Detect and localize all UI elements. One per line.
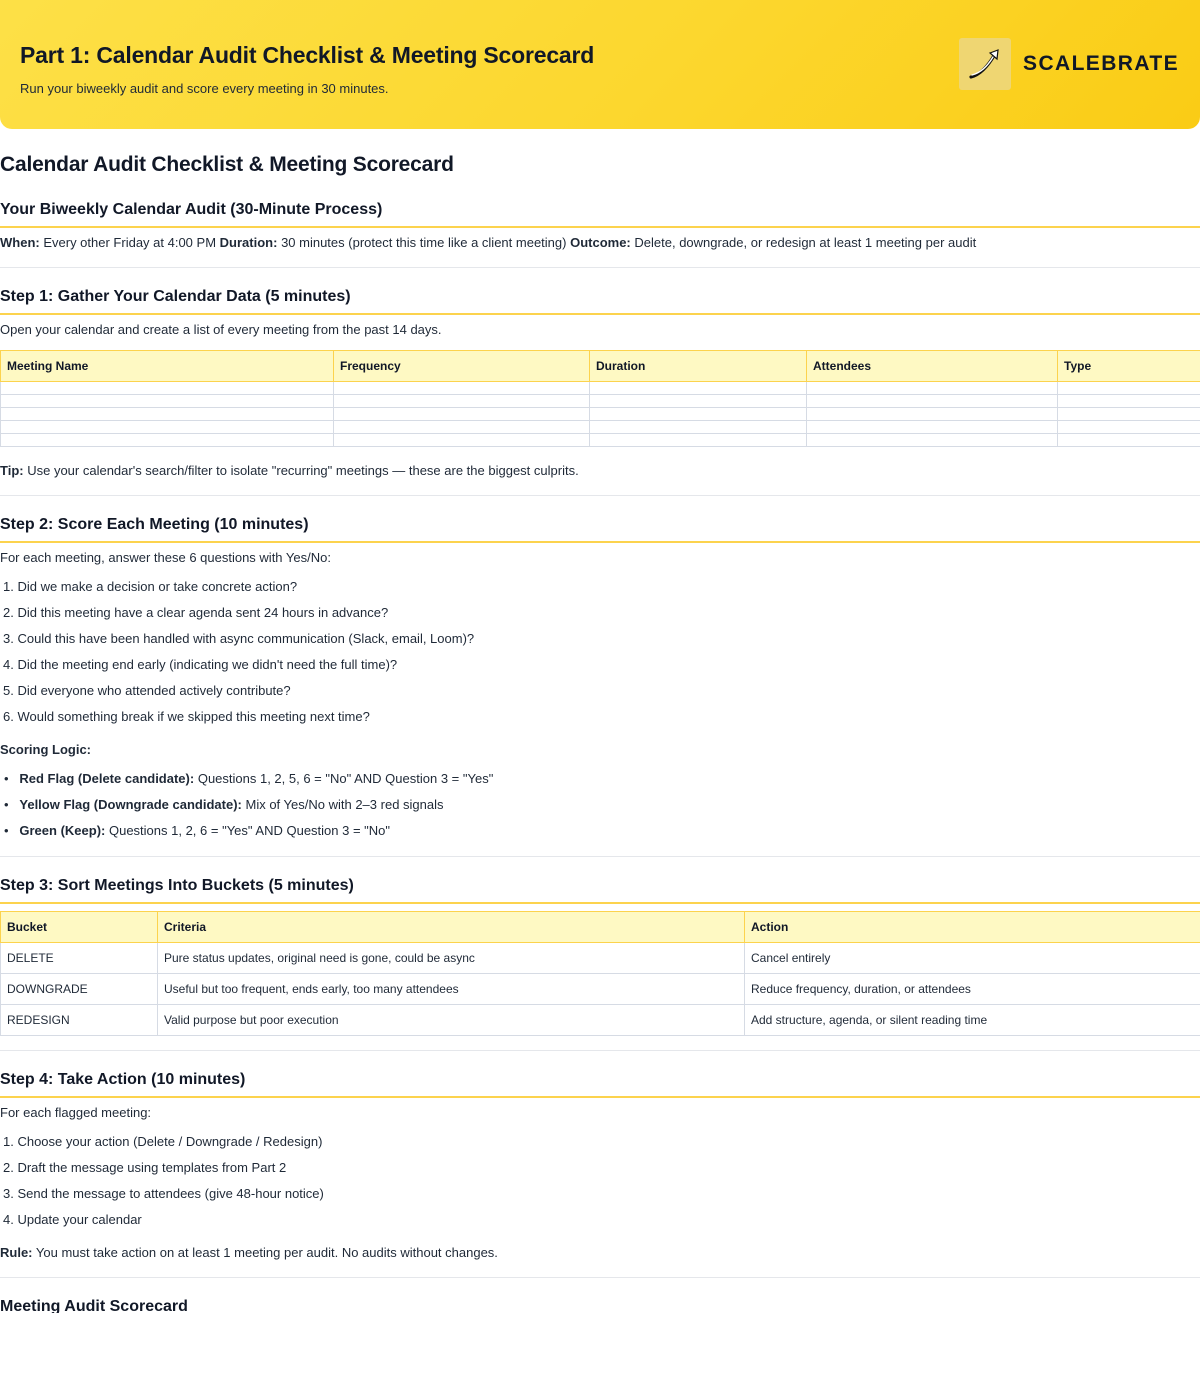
table-cell[interactable] bbox=[1, 421, 334, 434]
list-item: 2. Draft the message using templates from Part 2 bbox=[3, 1160, 287, 1175]
header-subtitle: Run your biweekly audit and score every meeting in 30 minutes. bbox=[20, 81, 389, 96]
table-row bbox=[1, 943, 1200, 974]
divider bbox=[0, 495, 1200, 496]
step3-heading: Step 3: Sort Meetings Into Buckets (5 minutes) bbox=[0, 877, 1200, 904]
question-list bbox=[3, 574, 1200, 730]
bucket-table-wrap bbox=[0, 911, 1200, 1036]
list-item: 5. Did everyone who attended actively contribute? bbox=[3, 683, 291, 698]
table-cell[interactable] bbox=[1, 434, 334, 447]
divider bbox=[0, 1277, 1200, 1278]
table-cell[interactable] bbox=[590, 382, 807, 395]
scoring-label bbox=[0, 742, 1200, 757]
list-item: 4. Update your calendar bbox=[3, 1212, 142, 1227]
flag-label: Green (Keep): bbox=[19, 823, 106, 838]
list-item: • Green (Keep): Questions 1, 2, 6 = "Yes" AND Question 3 = "No" bbox=[4, 823, 391, 838]
table-cell[interactable] bbox=[1058, 421, 1200, 434]
outcome-value: Delete, downgrade, or redesign at least 1 meeting per audit bbox=[634, 235, 977, 250]
tip-label: Tip: bbox=[0, 463, 24, 478]
rising-arrow-icon bbox=[959, 38, 1011, 90]
action-list bbox=[3, 1129, 1200, 1233]
table-cell: Cancel entirely bbox=[745, 943, 1200, 974]
step4-heading: Step 4: Take Action (10 minutes) bbox=[0, 1071, 1200, 1098]
flag-list bbox=[4, 766, 1200, 844]
step1-heading: Step 1: Gather Your Calendar Data (5 minutes) bbox=[0, 288, 1200, 315]
column-header: Action bbox=[745, 912, 1200, 943]
header-title: Part 1: Calendar Audit Checklist & Meeting Scorecard bbox=[20, 42, 595, 68]
table-cell: DOWNGRADE bbox=[1, 974, 158, 1005]
table-row bbox=[1, 408, 1200, 421]
step2-intro: For each meeting, answer these 6 questions with Yes/No: bbox=[0, 550, 331, 565]
document-title: Calendar Audit Checklist & Meeting Scorecard bbox=[0, 153, 454, 176]
table-row bbox=[1, 1005, 1200, 1036]
table-cell[interactable] bbox=[334, 408, 590, 421]
column-header: Bucket bbox=[1, 912, 158, 943]
table-cell[interactable] bbox=[334, 382, 590, 395]
table-row bbox=[1, 974, 1200, 1005]
table-row bbox=[1, 434, 1200, 447]
column-header: Type bbox=[1058, 351, 1200, 382]
table-header-row bbox=[1, 912, 1200, 943]
table-cell[interactable] bbox=[334, 395, 590, 408]
flag-label: Red Flag (Delete candidate): bbox=[19, 771, 195, 786]
column-header: Criteria bbox=[158, 912, 745, 943]
brand-name: SCALEBRATE bbox=[1023, 52, 1179, 75]
table-cell[interactable] bbox=[1, 382, 334, 395]
page-header bbox=[0, 0, 1200, 129]
step1-tip bbox=[0, 463, 1200, 478]
step2-heading: Step 2: Score Each Meeting (10 minutes) bbox=[0, 516, 1200, 543]
flag-text: Questions 1, 2, 6 = "Yes" AND Question 3 = "No" bbox=[108, 823, 391, 838]
table-cell[interactable] bbox=[807, 434, 1058, 447]
meeting-data-table-wrap bbox=[0, 350, 1200, 447]
table-cell[interactable] bbox=[1, 408, 334, 421]
bucket-table bbox=[0, 911, 1200, 1036]
table-cell: Valid purpose but poor execution bbox=[158, 1005, 745, 1036]
duration-label: Duration: bbox=[219, 235, 278, 250]
when-label: When: bbox=[0, 235, 40, 250]
table-cell[interactable] bbox=[590, 408, 807, 421]
list-item: • Red Flag (Delete candidate): Questions 1, 2, 5, 6 = "No" AND Question 3 = "Yes" bbox=[4, 771, 494, 786]
table-cell: Reduce frequency, duration, or attendees bbox=[745, 974, 1200, 1005]
table-cell: Add structure, agenda, or silent reading time bbox=[745, 1005, 1200, 1036]
list-item: 2. Did this meeting have a clear agenda sent 24 hours in advance? bbox=[3, 605, 389, 620]
table-cell: DELETE bbox=[1, 943, 158, 974]
table-cell[interactable] bbox=[807, 408, 1058, 421]
table-cell[interactable] bbox=[807, 382, 1058, 395]
table-cell: Pure status updates, original need is gone, could be async bbox=[158, 943, 745, 974]
table-row bbox=[1, 421, 1200, 434]
column-header: Frequency bbox=[334, 351, 590, 382]
table-cell[interactable] bbox=[334, 421, 590, 434]
step4-intro: For each flagged meeting: bbox=[0, 1105, 152, 1120]
list-item: 3. Send the message to attendees (give 48-hour notice) bbox=[3, 1186, 324, 1201]
column-header: Duration bbox=[590, 351, 807, 382]
brand[interactable] bbox=[959, 38, 1179, 90]
meeting-data-table bbox=[0, 350, 1200, 447]
flag-text: Mix of Yes/No with 2–3 red signals bbox=[245, 797, 444, 812]
list-item: 3. Could this have been handled with async communication (Slack, email, Loom)? bbox=[3, 631, 475, 646]
divider bbox=[0, 1050, 1200, 1051]
step4-rule bbox=[0, 1245, 1200, 1260]
column-header: Meeting Name bbox=[1, 351, 334, 382]
column-header: Attendees bbox=[807, 351, 1058, 382]
table-cell[interactable] bbox=[1058, 408, 1200, 421]
list-item: 1. Did we make a decision or take concrete action? bbox=[3, 579, 298, 594]
tip-text: Use your calendar's search/filter to isolate "recurring" meetings — these are the biggest culprits. bbox=[27, 463, 579, 478]
flag-label: Yellow Flag (Downgrade candidate): bbox=[19, 797, 242, 812]
table-cell: REDESIGN bbox=[1, 1005, 158, 1036]
list-item: 1. Choose your action (Delete / Downgrade / Redesign) bbox=[3, 1134, 323, 1149]
table-cell[interactable] bbox=[590, 395, 807, 408]
scorecard-heading: Meeting Audit Scorecard bbox=[0, 1298, 188, 1313]
duration-value: 30 minutes (protect this time like a client meeting) bbox=[281, 235, 567, 250]
table-cell[interactable] bbox=[807, 395, 1058, 408]
rule-text: You must take action on at least 1 meeting per audit. No audits without changes. bbox=[35, 1245, 498, 1260]
rule-label: Rule: bbox=[0, 1245, 33, 1260]
scorecard-heading-wrap bbox=[0, 1297, 1200, 1313]
list-item: 6. Would something break if we skipped this meeting next time? bbox=[3, 709, 370, 724]
table-cell: Useful but too frequent, ends early, too many attendees bbox=[158, 974, 745, 1005]
table-cell[interactable] bbox=[334, 434, 590, 447]
list-item: • Yellow Flag (Downgrade candidate): Mix of Yes/No with 2–3 red signals bbox=[4, 797, 444, 812]
table-row bbox=[1, 395, 1200, 408]
table-cell[interactable] bbox=[807, 421, 1058, 434]
audit-meta bbox=[0, 235, 1200, 250]
when-value: Every other Friday at 4:00 PM bbox=[43, 235, 217, 250]
step1-intro: Open your calendar and create a list of every meeting from the past 14 days. bbox=[0, 322, 442, 337]
table-cell[interactable] bbox=[1058, 434, 1200, 447]
table-cell[interactable] bbox=[590, 421, 807, 434]
audit-heading: Your Biweekly Calendar Audit (30-Minute Process) bbox=[0, 201, 1200, 228]
outcome-label: Outcome: bbox=[570, 235, 631, 250]
table-cell[interactable] bbox=[1058, 382, 1200, 395]
divider bbox=[0, 856, 1200, 857]
flag-text: Questions 1, 2, 5, 6 = "No" AND Question 3 = "Yes" bbox=[197, 771, 494, 786]
scoring-label-text: Scoring Logic: bbox=[0, 742, 91, 757]
divider bbox=[0, 267, 1200, 268]
table-cell[interactable] bbox=[590, 434, 807, 447]
table-cell[interactable] bbox=[1, 395, 334, 408]
table-row bbox=[1, 382, 1200, 395]
table-header-row bbox=[1, 351, 1200, 382]
table-cell[interactable] bbox=[1058, 395, 1200, 408]
list-item: 4. Did the meeting end early (indicating we didn't need the full time)? bbox=[3, 657, 398, 672]
